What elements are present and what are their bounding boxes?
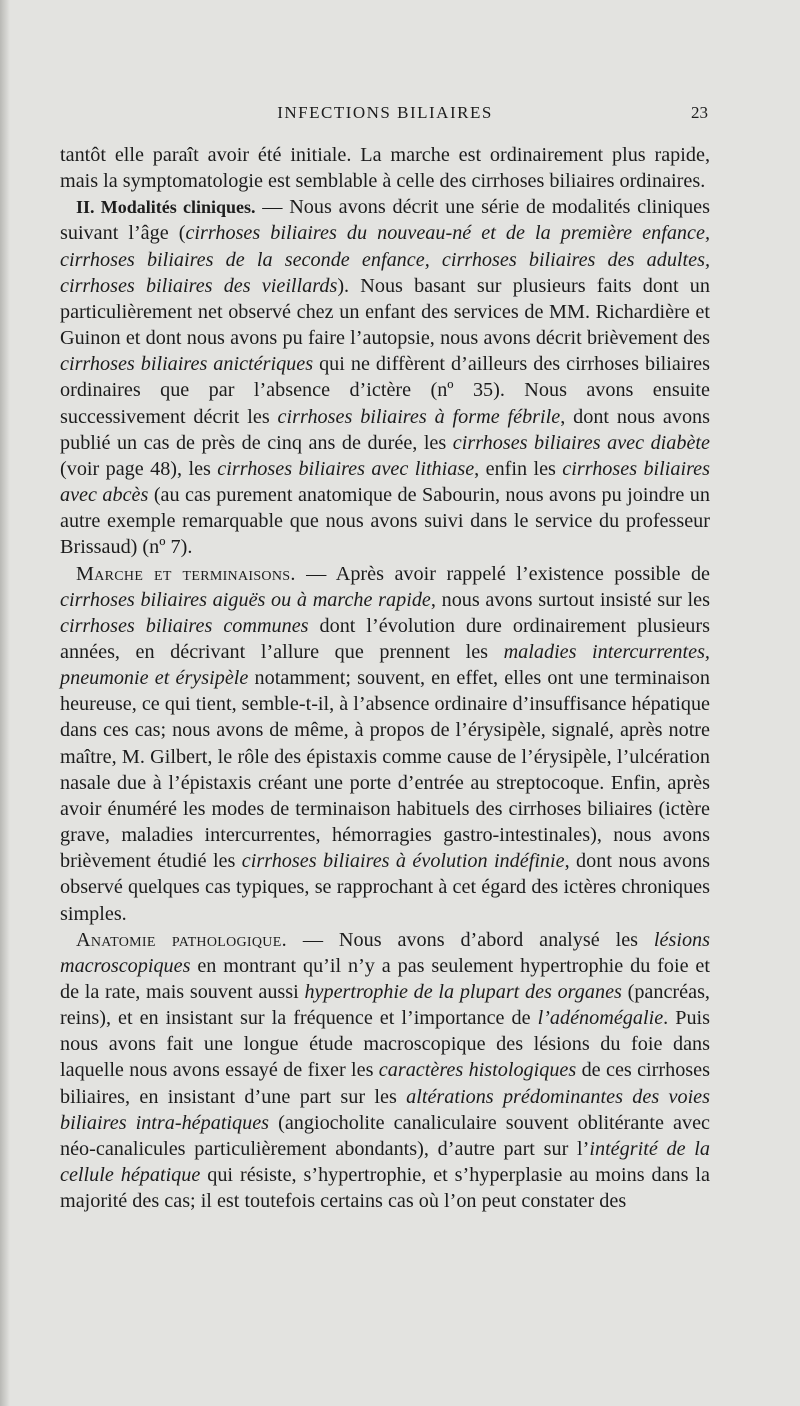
text-run: hypertrophie de la plupart des organes (304, 981, 622, 1003)
text-run: Marche et terminaisons. (76, 562, 296, 585)
text-run: dont l’évolution dure ordinairement plusieurs années, en décrivant l’allure que prennent les (60, 614, 710, 663)
text-run: (pancréas, reins), et en insistant sur la fréquence et l’importance de (60, 981, 710, 1030)
text-run: Modalités cliniques. (100, 197, 256, 218)
text-run: cirrhoses biliaires anictériques (60, 353, 314, 376)
text-run: (au cas purement anatomique de Sabourin, nous avons pu joindre un autre exemple remarquable que nous avons suivi dans le service du professeur Brissaud) (nº 7). (60, 484, 710, 559)
text-run: ). Nous basant sur plusieurs faits dont un particulièrement net observé chez un enfant des services de MM. Richardière et Guinon et dont nous avons pu faire l’autopsie, nous avons décrit brièvement des (60, 274, 710, 350)
text-run: cirrhoses biliaires avec lithiase (217, 457, 475, 480)
running-head (60, 103, 710, 131)
text-run: Anatomie pathologique. (76, 928, 287, 951)
text-run: (voir page 48), les (60, 457, 218, 480)
text-run: maladies intercurrentes, pneumonie et érysipèle (60, 640, 710, 690)
text-run: l’adénomégalie (537, 1007, 664, 1030)
text-run: . Puis nous avons fait une longue étude macroscopique des lésions du foie dans laquelle nous avons essayé de fixer les (60, 1007, 710, 1082)
text-run: , enfin les (474, 457, 563, 480)
page-number: 23 (691, 103, 708, 122)
text-run: qui ne diffèrent d’ailleurs des cirrhoses biliaires ordinaires que par l’absence d’ictère (nº 35). Nous avons ensuite successivement décrit les (60, 353, 710, 428)
text-run: tantôt elle paraît avoir été initiale. La marche est ordinairement plus rapide, mais la symptomatologie est semblable à celle des cirrhoses biliaires ordinaires. (60, 144, 710, 193)
text-run: cirrhoses biliaires aiguës ou à marche rapide (60, 588, 431, 611)
running-title: INFECTIONS BILIAIRES (277, 103, 493, 122)
page-gutter-shadow (0, 0, 10, 1406)
text-run: cirrhoses biliaires avec diabète (452, 431, 711, 454)
text-run: altérations prédominantes des voies biliaires intra-hépatiques (60, 1085, 710, 1134)
text-run: qui résiste, s’hypertrophie, et s’hyperplasie au moins dans la majorité des cas; il est toutefois certains cas où l’on peut constater des (60, 1164, 710, 1213)
text-run: cirrhoses biliaires du nouveau-né et de la première enfance, cirrhoses biliaires de la seconde enfance, cirrhoses biliaires des adultes, cirrhoses biliaires des vieillards (60, 222, 710, 297)
text-run: intégrité de la cellule hépatique (60, 1137, 710, 1187)
text-run: — Nous avons décrit une série de modalités cliniques suivant l’âge ( (60, 196, 711, 245)
body-text (60, 142, 710, 1214)
text-run: (angiocholite canaliculaire souvent oblitérante avec néo-canalicules particulièrement abondants), d’autre part sur l’ (60, 1111, 710, 1160)
text-run: caractères histologiques (378, 1059, 577, 1082)
text-run: cirrhoses biliaires communes (60, 614, 309, 637)
text-run: , dont nous avons observé quelques cas typiques, se rapprochant à cet égard des ictères chroniques simples. (60, 850, 710, 925)
paragraph-p3 (60, 561, 710, 927)
text-run: de ces cirrhoses biliaires, en insistant d’une part sur les (60, 1059, 710, 1108)
paragraph-p1 (60, 142, 710, 194)
text-run: lésions macroscopiques (60, 928, 710, 977)
paragraph-p4 (60, 927, 710, 1215)
text-run: — Après avoir rappelé l’existence possible de (295, 562, 710, 585)
text-run: en montrant qu’il n’y a pas seulement hypertrophie du foie et de la rate, mais souvent aussi (60, 954, 710, 1003)
text-run: cirrhoses biliaires à forme fébrile (277, 405, 561, 428)
text-run: — Nous avons d’abord analysé les (286, 928, 654, 951)
text-run: cirrhoses biliaires avec abcès (60, 457, 710, 507)
text-run: notamment; souvent, en effet, elles ont une terminaison heureuse, ce qui tient, semble-t-il, à l’absence ordinaire d’insuffisance hépatique dans ces cas; nous avons de même, à propos de l’érysipèle, signalé, après notre maître, M. Gilbert, le rôle des épistaxis comme cause de l’érysipèle, l’ulcération nasale due à l’épistaxis créant une porte d’entrée au streptocoque. Enfin, après avoir énuméré les modes de terminaison habituels des cirrhoses biliaires (ictère grave, maladies intercurrentes, hémorragies gastro-intestinales), nous avons brièvement étudié les (60, 667, 710, 873)
text-run: II. (76, 197, 101, 218)
text-run: cirrhoses biliaires à évolution indéfinie (241, 850, 565, 873)
text-run: , dont nous avons publié un cas de près de cinq ans de durée, les (60, 405, 711, 454)
paragraph-p2 (60, 194, 710, 560)
text-run: , nous avons surtout insisté sur les (430, 588, 710, 611)
